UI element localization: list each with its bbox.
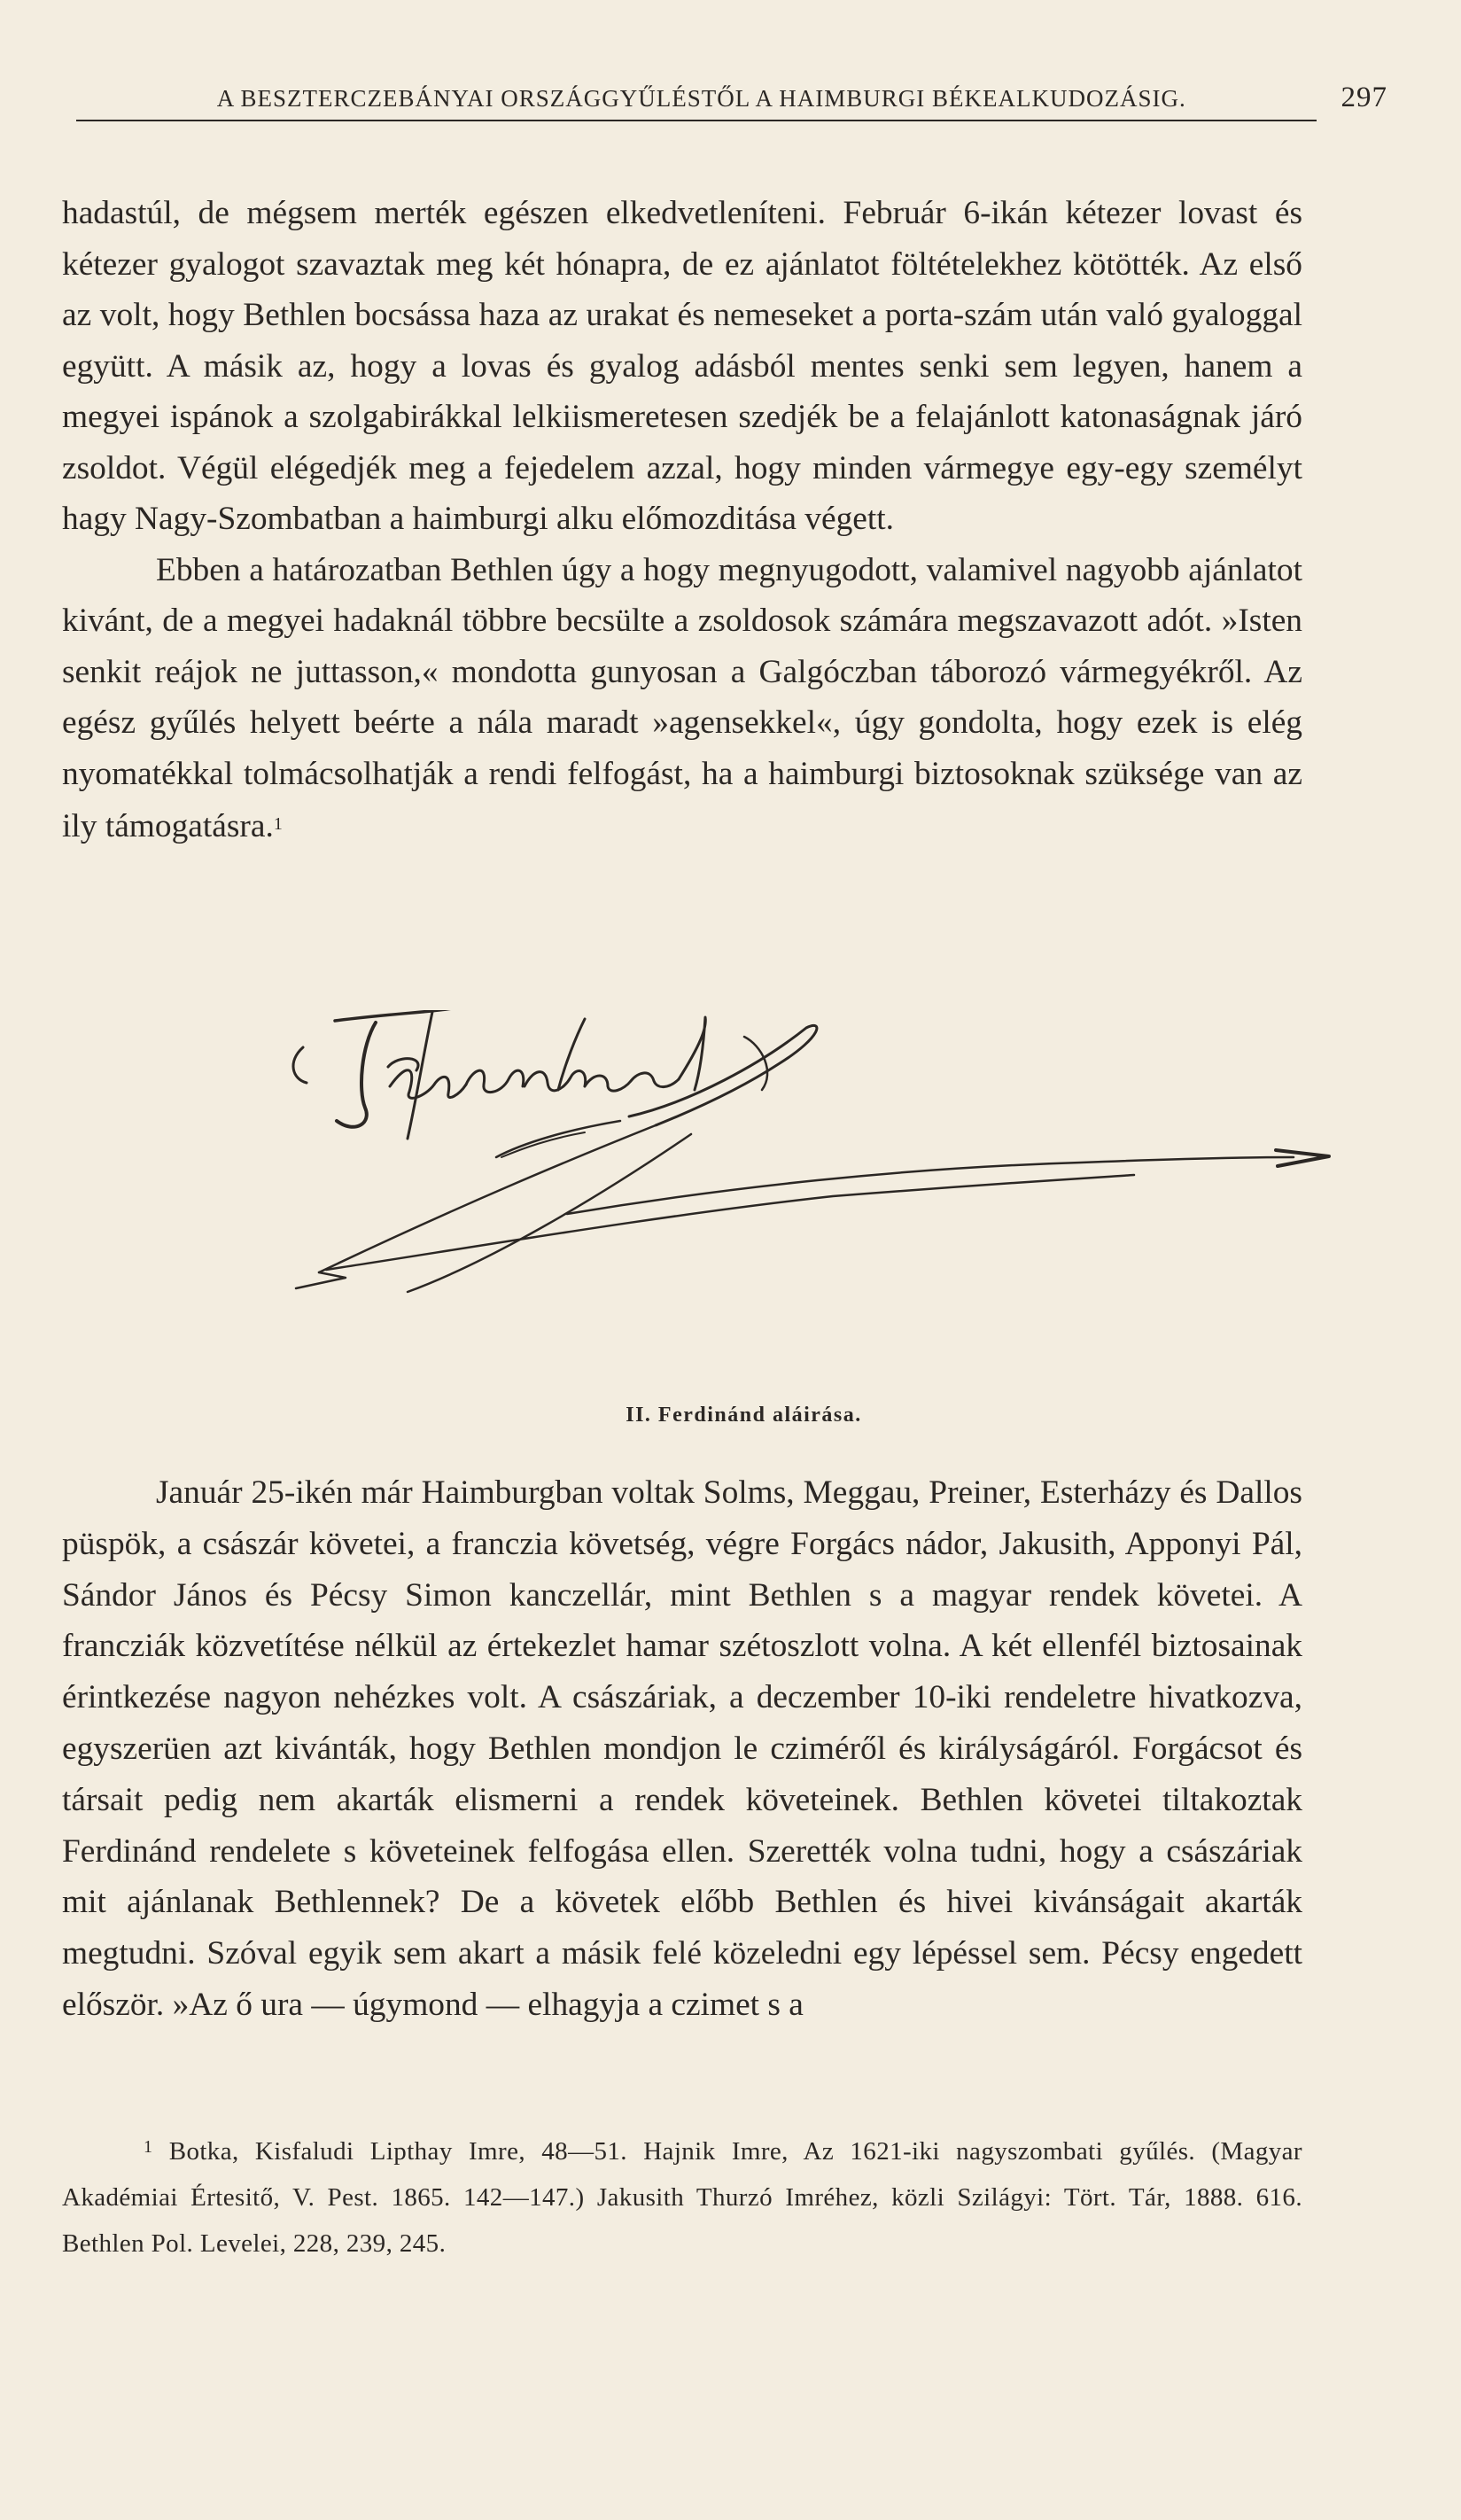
running-title: A BESZTERCZEBÁNYAI ORSZÁGGYŰLÉSTŐL A HAIMBURGI BÉKEALKUDOZÁSIG. xyxy=(216,85,1186,112)
footnote-1-mark: 1 xyxy=(144,2137,153,2157)
figure-caption: II. Ferdinánd aláirása. xyxy=(626,1404,862,1427)
footnote-reference: 1 xyxy=(273,814,283,834)
ferdinand-signature-image xyxy=(284,1010,1435,1391)
paragraph-2 xyxy=(62,545,1302,852)
signature-figure xyxy=(284,1010,1435,1391)
page-number: 297 xyxy=(1341,82,1387,113)
header-rule xyxy=(76,120,1317,121)
lower-text-block xyxy=(62,1467,1302,2031)
paragraph-3: Január 25-ikén már Haimburgban voltak Solms, Meggau, Preiner, Esterházy és Dallos püspök, a császár követei, a franczia követség, végre Forgács nádor, Jakusith, Apponyi Pál, Sándor János és Pécsy Simon kanczellár, mint Bethlen s a magyar rendek követei. A francziák közvetítése nélkül az értekezlet hamar szétoszlott volna. A két ellenfél biztosainak érintkezése nagyon nehézkes volt. A császáriak, a deczember 10-iki rendeletre hivatkozva, egyszerüen azt kivánták, hogy Bethlen mondjon le cziméről és királyságáról. Forgácsot és társait pedig nem akarták elismerni a rendek követeinek. Bethlen követei tiltakoztak Ferdinánd rendelete s követeinek felfogása ellen. Szerették volna tudni, hogy a császáriak mit ajánlanak Bethlennek? De a követek előbb Bethlen és hivei kivánságait akarták megtudni. Szóval egyik sem akart a másik felé közeledni egy lépéssel sem. Pécsy engedett először. »Az ő ura — úgymond — elhagyja a czimet s a xyxy=(62,1474,1302,2023)
footnotes xyxy=(62,2124,1302,2267)
upper-text-block xyxy=(62,188,1302,852)
footnote-1 xyxy=(62,2124,1302,2267)
paragraph-2-text: Ebben a határozatban Bethlen úgy a hogy megnyugodott, valamivel nagyobb ajánlatot kivánt, de a megyei hadaknál többre becsülte a zsoldosok számára megszavazott adót. »Isten senkit reájok ne juttasson,« mondotta gunyosan a Galgóczban táborozó vármegyékről. Az egész gyűlés helyett beérte a nála maradt »agensekkel«, úgy gondolta, hogy ezek is elég nyomatékkal tolmácsolhatják a rendi felfogást, ha a haimburgi biztosoknak szüksége van az ily támogatásra. xyxy=(62,551,1302,844)
running-head xyxy=(76,82,1387,114)
paragraph-1: hadastúl, de mégsem merték egészen elkedvetleníteni. Február 6-ikán kétezer lovast és kétezer gyalogot szavaztak meg két hónapra, de ez ajánlatot föltételekhez kötötték. Az első az volt, hogy Bethlen bocsássa haza az urakat és nemeseket a porta-szám után való gyaloggal együtt. A másik az, hogy a lovas és gyalog adásból mentes senki sem legyen, hanem a megyei ispánok a szolgabirákkal lelkiismeretesen szedjék be a felajánlott katonaságnak járó zsoldot. Végül elégedjék meg a fejedelem azzal, hogy minden vármegye egy-egy személyt hagy Nagy-Szombatban a haimburgi alku előmozditása végett. xyxy=(62,195,1302,537)
footnote-1-text: Botka, Kisfaludi Lipthay Imre, 48—51. Hajnik Imre, Az 1621-iki nagyszombati gyűlés. (Magyar Akadémiai Értesitő, V. Pest. 1865. 142—147.) Jakusith Thurzó Imréhez, közli Szilágyi: Tört. Tár, 1888. 616. Bethlen Pol. Levelei, 228, 239, 245. xyxy=(62,2137,1302,2258)
